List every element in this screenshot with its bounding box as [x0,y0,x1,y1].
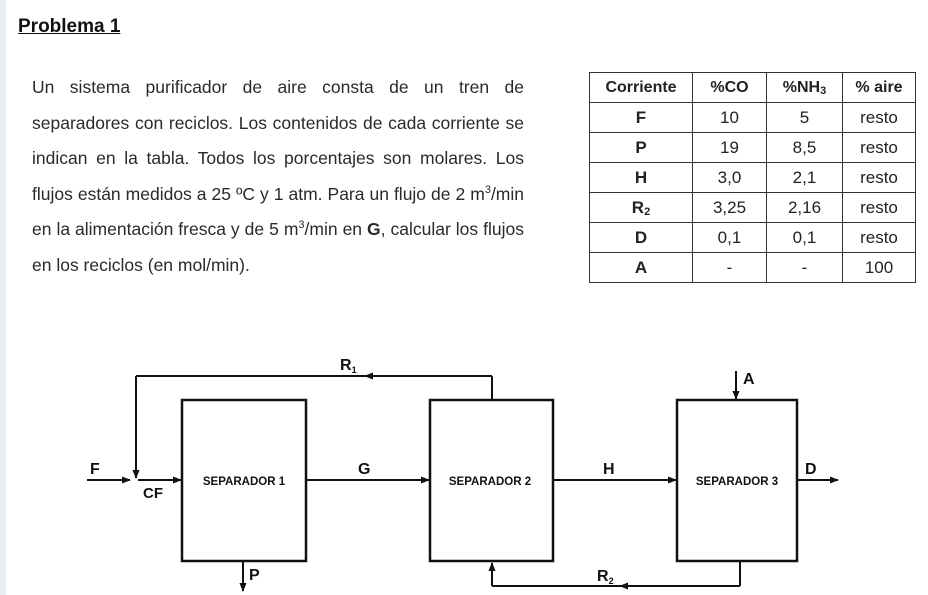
stream-name: R2 [590,193,693,223]
aire-value: resto [843,133,916,163]
header-corriente: Corriente [590,73,693,103]
header-nh3: %NH3 [767,73,843,103]
nh3-value: 2,16 [767,193,843,223]
nh3-value: - [767,253,843,283]
aire-value: resto [843,103,916,133]
aire-value: resto [843,193,916,223]
aire-value: resto [843,223,916,253]
label-f: F [90,461,100,478]
label-d: D [805,461,817,478]
label-a: A [743,371,755,388]
nh3-value: 2,1 [767,163,843,193]
stream-name: D [590,223,693,253]
label-p: P [249,567,260,584]
co-value: 0,1 [693,223,767,253]
stream-name: A [590,253,693,283]
problem-statement: Un sistema purificador de aire consta de un tren de separadores con reciclos. Los contenidos de cada corriente se indican en la tabla. Todos los porcentajes son molares. Los flujos están medidos a 25 ºC y 1 atm. Para un flujo de 2 $m^3/\min$ en la alimentación fresca y de 5 $m^3/\min$ en G, calcular los flujos en los reciclos (en mol/min). [32,77,524,275]
co-value: - [693,253,767,283]
separator-1-label: SEPARADOR 1 [202,476,286,488]
header-co: %CO [693,73,767,103]
header-aire: % aire [843,73,916,103]
co-value: 3,0 [693,163,767,193]
nh3-value: 0,1 [767,223,843,253]
label-g: G [358,461,371,478]
co-value: 10 [693,103,767,133]
separator-3-label: SEPARADOR 3 [695,476,779,488]
label-h: H [603,461,615,478]
stream-name: H [590,163,693,193]
label-r1: R1 [340,357,357,375]
aire-value: resto [843,163,916,193]
nh3-value: 8,5 [767,133,843,163]
co-value: 19 [693,133,767,163]
aire-value: 100 [843,253,916,283]
separator-2-label: SEPARADOR 2 [448,476,532,488]
stream-name: P [590,133,693,163]
nh3-value: 5 [767,103,843,133]
co-value: 3,25 [693,193,767,223]
stream-name: F [590,103,693,133]
problem-title: Problema 1 [18,16,121,37]
label-cf: CF [143,485,163,502]
label-r2: R2 [597,568,614,586]
